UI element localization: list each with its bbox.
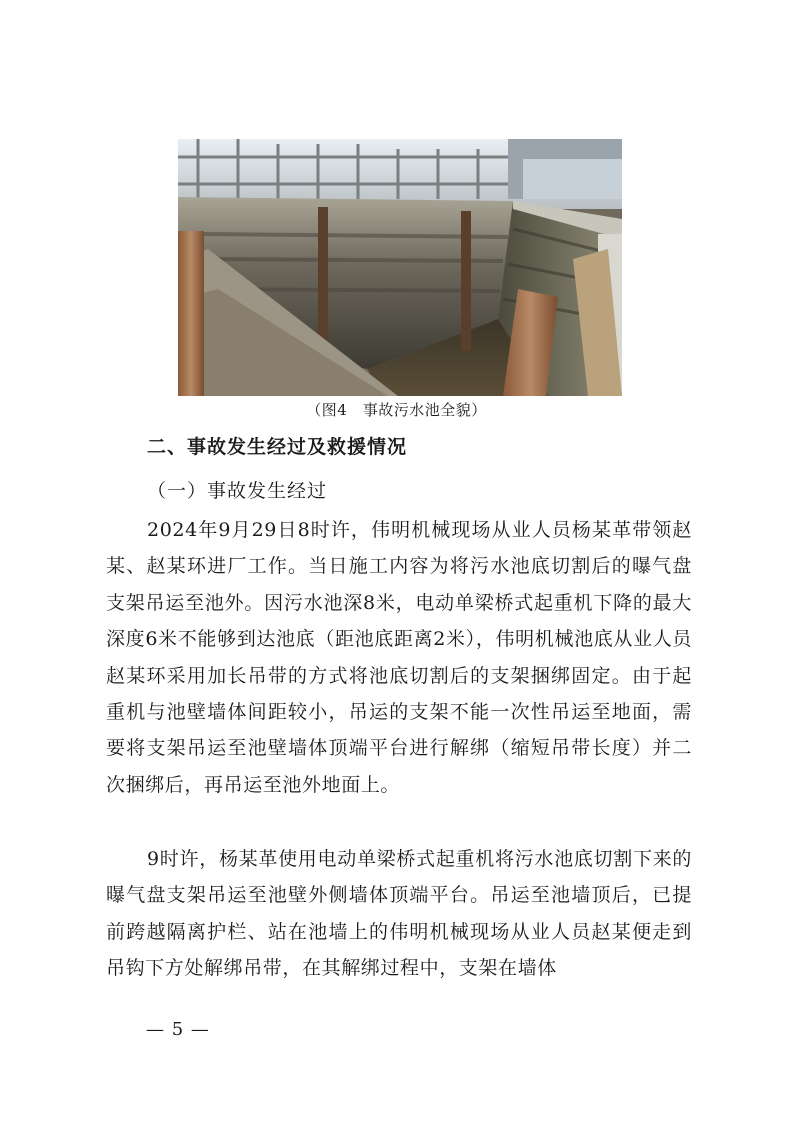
section-heading: 二、事故发生经过及救援情况 [147,436,408,458]
figure-caption: （图4 事故污水池全貌） [306,401,487,419]
page-number: — 5 — [146,1019,210,1040]
paragraph-2: 9时许，杨某革使用电动单梁桥式起重机将污水池底切割下来的曝气盘支架吊运至池壁外侧墙体顶端平台。吊运至池墙顶后，已提前跨越隔离护栏、站在池墙上的伟明机械现场从业人员赵某便走到吊钩下方处解绑吊带，在其解绑过程中，支架在墙体 [106,848,692,980]
sewage-tank-photo [178,139,622,396]
section-subheading: （一）事故发生经过 [147,480,328,502]
paragraph-1: 2024年9月29日8时许，伟明机械现场从业人员杨某革带领赵某、赵某环进厂工作。当日施工内容为将污水池底切割后的曝气盘支架吊运至池外。因污水池深8米，电动单梁桥式起重机下降的最大深度6米不能够到达池底（距池底距离2米），伟明机械池底从业人员赵某环采用加长吊带的方式将池底切割后的支架捆绑固定。由于起重机与池壁墙体间距较小，吊运的支架不能一次性吊运至地面，需要将支架吊运至池壁墙体顶端平台进行解绑（缩短吊带长度）并二次捆绑后，再吊运至池外地面上。 [106,519,692,796]
